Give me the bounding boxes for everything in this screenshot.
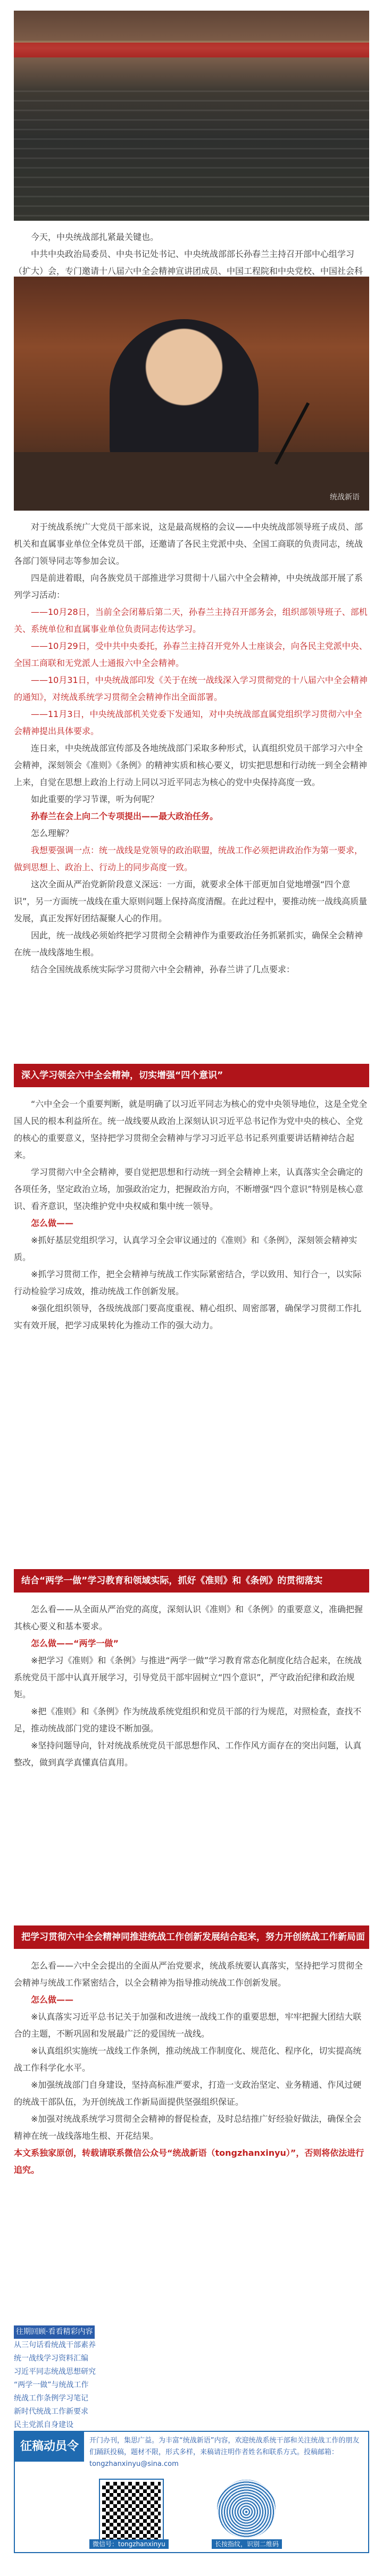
- s1-p3: ※抓好基层党组织学习，认真学习全会审议通过的《准则》和《条例》，深刻领会精神实质。: [14, 1235, 357, 1262]
- body-p10: 怎么理解？: [31, 828, 74, 838]
- body-p13: 因此，统一战线必须始终把学习贯彻全会精神作为重要政治任务抓紧抓实，确保全会精神在统一战线落地生根。: [14, 930, 363, 957]
- s3-p4: ※加强统战部门自身建设，坚持高标准严要求，打造一支政治坚定、业务精通、作风过硬的统战干部队伍，为开创统战工作新局面提供坚强组织保证。: [14, 2080, 362, 2107]
- body-p3: ——10月28日，当前全会闭幕后第二天，孙春兰主持召开部务会，组织部领导班子、部机关、系统单位和直属事业单位负责同志传达学习。: [14, 607, 368, 634]
- body-p9: 孙春兰在会上向二个专项提出——最大政治任务。: [31, 811, 219, 821]
- s1-p4: ※抓学习贯彻工作，把全会精神与统战工作实际紧密结合，学以致用、知行合一，以实际行动检验学习成效，推动统战工作创新发展。: [14, 1269, 362, 1296]
- submission-text: 开门办刊，集思广益。为丰富“统战新语”内容，欢迎统战系统干部和关注统战工作的朋友们踊跃投稿，题材不限，形式多样，来稿请注明作者姓名和联系方式。投稿邮箱：tongzhanxinyu@sina.com: [89, 2437, 360, 2468]
- section-1-block: [14, 1096, 369, 1334]
- s1-how: 怎么做——: [31, 1218, 74, 1228]
- body-p4: ——10月29日，受中共中央委托，孙春兰主持召开党外人士座谈会，向各民主党派中央、全国工商联和无党派人士通报六中全会精神。: [14, 641, 368, 668]
- qr-area: [84, 2480, 313, 2549]
- stage-banner: [14, 43, 369, 57]
- related-link-2[interactable]: 统一战线学习资料汇编: [14, 2354, 88, 2363]
- body-p14: 结合全国统战系统实际学习贯彻六中全会精神，孙春兰讲了几点要求：: [31, 964, 295, 974]
- qr-code-icon[interactable]: [100, 2480, 163, 2542]
- intro-p1: 今天，中央统战部扎紧最关键也。: [31, 232, 159, 242]
- audience-rows: [14, 90, 369, 221]
- s3-p1: 怎么看——六中全会提出的全面从严治党要求，统战系统要认真落实，坚持把学习贯彻全会精神与统战工作紧密结合，以全会精神为指导推动统战工作创新发展。: [14, 1961, 363, 1988]
- related-links: [14, 2325, 173, 2432]
- body-p2: 四是前进着眼，向各族党员干部推进学习贯彻十八届六中全会精神，中央统战部开展了系列学习活动：: [14, 573, 363, 600]
- body-block-1: [14, 519, 369, 978]
- body-p7: 连日来，中央统战部宣传部及各地统战部门采取多种形式，认真组织党员干部学习六中全会精神，深刻领会《准则》《条例》的精神实质和核心要义，切实把思想和行动统一到全会精神上来，自觉在思想上政治上行动上同以习近平同志为核心的党中央保持高度一致。: [14, 743, 368, 787]
- s3-p2: ※认真落实习近平总书记关于加强和改进统一战线工作的重要思想，牢牢把握大团结大联合的主题，不断巩固和发展最广泛的爱国统一战线。: [14, 2012, 362, 2039]
- speaker-photo: [14, 277, 369, 511]
- related-link-4[interactable]: “两学一做”与统战工作: [14, 2381, 89, 2389]
- related-link-1[interactable]: 从三句话看统战干部素养: [14, 2341, 96, 2349]
- wechat-id-caption: 微信号：tongzhanxinyu: [89, 2539, 169, 2549]
- s3-p5: ※加强对统战系统学习贯彻全会精神的督促检查，及时总结推广好经验好做法，确保全会精神在统一战线落地生根、开花结果。: [14, 2114, 362, 2141]
- section-3-block: [14, 1957, 369, 2179]
- fingerprint-icon[interactable]: [217, 2480, 276, 2538]
- intro-p2: 中共中央政治局委员、中央书记处书记、中央统战部部长孙春兰主持召开部中心组学习（扩大）会，专门邀请十八届六中全会精神宣讲团成员、中国工程院和中央党校、中国社会科: [14, 249, 363, 276]
- section-banner-3: 把学习贯彻六中全会精神同推进统战工作创新发展结合起来，努力开创统战工作新局面: [14, 1925, 369, 1949]
- submission-card: [14, 2431, 369, 2553]
- related-link-3[interactable]: 习近平同志统战思想研究: [14, 2367, 96, 2376]
- body-p8: 如此重要的学习节课，听为何呢？: [31, 794, 159, 804]
- body-p12: 这次全面从严治党新阶段意义深远：一方面，就要求全体干部更加自觉地增强“四个意识”，另一方面统一战线在重大原则问题上保持高度清醒。在此过程中，要推动统一战线高质量发展，真正发挥好团结凝聚人心的作用。: [14, 879, 368, 923]
- body-p1: 对于统战系统广大党员干部来说，这是最高规格的会议——中央统战部领导班子成员、部机关和直属事业单位全体党员干部，还邀请了各民主党派中央、全国工商联的负责同志，统战各部门领导同志等参加会议。: [14, 522, 363, 566]
- s3-p3: ※认真组织实施统一战线工作条例，推动统战工作制度化、规范化、程序化，切实提高统战工作科学化水平。: [14, 2046, 362, 2073]
- section-banner-1: 深入学习领会六中全会精神，切实增强“四个意识”: [14, 1064, 369, 1087]
- body-p11: 我想要强调一点：统一战线是党领导的政治联盟，统战工作必须把讲政治作为第一要求，做到思想上、政治上、行动上的同步高度一致。: [14, 845, 363, 872]
- s2-p2: ※把学习《准则》和《条例》与推进“两学一做”学习教育常态化制度化结合起来，在统战系统党员干部中认真开展学习，引导党员干部牢固树立“四个意识”，严守政治纪律和政治规矩。: [14, 1655, 362, 1699]
- section-banner-2: 结合“两学一做”学习教育和领域实际，抓好《准则》和《条例》的贯彻落实: [14, 1569, 369, 1593]
- s1-p5: ※强化组织领导，各级统战部门要高度重视、精心组织、周密部署，确保学习贯彻工作扎实有效开展，把学习成果转化为推动工作的强大动力。: [14, 1303, 362, 1330]
- speaker-desk: [14, 452, 369, 511]
- s1-p1: “六中全会一个重要判断，就是明确了以习近平同志为核心的党中央领导地位，这是全党全国人民的根本利益所在。统一战线要从政治上深刻认识习近平总书记作为党中央的核心、全党的核心的重要意义，坚持把学习贯彻全会精神与学习习近平总书记系列重要讲话精神结合起来。: [14, 1099, 368, 1160]
- section-2-block: [14, 1601, 369, 1771]
- photo-watermark: 统战新语: [330, 493, 360, 502]
- related-link-7[interactable]: 民主党派自身建设: [14, 2421, 73, 2429]
- related-link-5[interactable]: 统战工作条例学习笔记: [14, 2394, 88, 2403]
- related-link-6[interactable]: 新时代统战工作新要求: [14, 2407, 88, 2416]
- s2-how: 怎么做——“两学一做”: [31, 1638, 119, 1648]
- submission-heading: 征稿动员令: [15, 2432, 84, 2462]
- s2-p3: ※把《准则》和《条例》作为统战系统党组织和党员干部的行为规范，对照检查，查找不足，推动统战部门党的建设不断加强。: [14, 1706, 362, 1733]
- s2-p1: 怎么看——从全面从严治党的高度，深刻认识《准则》和《条例》的重要意义，准确把握其核心要义和基本要求。: [14, 1604, 363, 1631]
- closing-note: 本文系独家原创，转载请联系微信公众号“统战新语（tongzhanxinyu）”，否则将依法进行追究。: [14, 2148, 364, 2175]
- scan-caption: 长按指纹，识别二维码: [212, 2539, 282, 2549]
- related-link-0[interactable]: 往期回顾·看看精彩内容: [14, 2325, 95, 2339]
- body-p6: ——11月3日，中央统战部机关党委下发通知，对中央统战部直属党组织学习贯彻六中全会精神提出具体要求。: [14, 709, 362, 736]
- meeting-hall-photo: [14, 11, 369, 221]
- s3-how: 怎么做——: [31, 1995, 74, 2005]
- s2-p4: ※坚持问题导向，针对统战系统党员干部思想作风、工作作风方面存在的突出问题，认真整改，做到真学真懂真信真用。: [14, 1740, 362, 1768]
- s1-p2: 学习贯彻六中全会精神，要自觉把思想和行动统一到全会精神上来，认真落实全会确定的各项任务，坚定政治立场，加强政治定力，把握政治方向，不断增强“四个意识”特别是核心意识、看齐意识，坚决维护党中央权威和集中统一领导。: [14, 1167, 363, 1211]
- body-p5: ——10月31日，中央统战部印发《关于在统一战线深入学习贯彻党的十八届六中全会精神的通知》，对统战系统学习贯彻全会精神作出全面部署。: [14, 675, 368, 702]
